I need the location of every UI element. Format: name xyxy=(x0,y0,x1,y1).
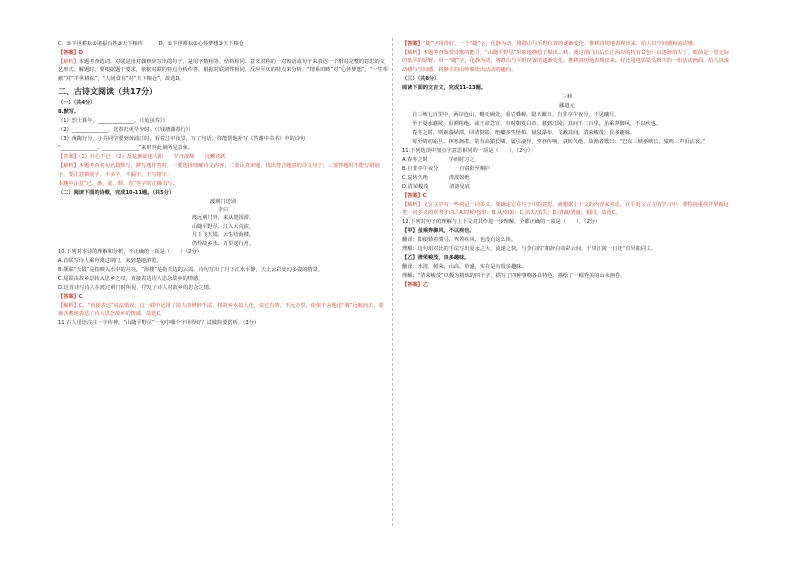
q12-stem: 11.下列选项中加点字意思相同的一项是（ ）。（2分） xyxy=(402,147,533,154)
q8-analysis: 【解析】本题考查名句名篇默写。默写题作答时，一要选择理解诗文内容；二要认真审题，找出符合题意的诗文句子；三要答题时不能写错别字，要注意错别字，不多字，不漏字，不写错字。 xyxy=(58,163,380,178)
q8-analysis-note: 本题中注意“已、渐、欲、颓、竞”等字的正确书写。 xyxy=(58,180,178,187)
q12-option-a: A.春冬之时 学而时习之 xyxy=(402,156,475,163)
prose-paragraph: 至于夏水襄陵，沿溯阻绝。或王命急宣，有时朝发白帝，暮到江陵，其间千二百里，虽乘奔御风，不以疾也。 xyxy=(412,120,662,127)
q13-jia-explanation: 理解：这句用对比的手法写出夏水之大，流速之快，与李白的“朝辞白帝彩云间，千里江陵一日还”有异曲同工。 xyxy=(402,246,657,253)
prose-paragraph: 每至晴初霜旦，林寒涧肃，常有高猿长啸，属引凄异，空谷传响，哀转久绝。故渔者歌曰：“巴东三峡巫峡长，猿鸣三声泪沾裳。” xyxy=(412,138,706,145)
q10-analysis: 【解析】C．“直接表达”说法错误。这一联中运用了拟人的修辞手法，将故乡水拟人化，说它有情，不远万里，依依不舍地送“我”远航而去，委婉含蓄地表达了诗人思念故乡的情感。故选C。 xyxy=(58,303,384,318)
poem-line: 月下飞天镜，云生结海楼。 xyxy=(191,232,255,239)
part-2-label: （二）阅读下面的诗歌，完成10-11题。（共5分） xyxy=(58,189,175,196)
q9-options: C．①半世耕耘②诸福百姓③天下粮库 D．①半世耕耘②心怀梦想③天下粮仓 xyxy=(58,41,244,47)
q9-analysis xyxy=(58,58,388,83)
q13-yi-translation: 翻译：水清，树荣，山高，草盛，实在是有很多趣味。 xyxy=(402,264,527,271)
q8-item-4: “______________，______________”来形容此刻所见景象。 xyxy=(58,145,194,152)
q8-answer: 【答案】（1）壮心不已 （2）乱花渐欲迷人眼 夕日欲颓 沉鳞竞跃 xyxy=(58,154,226,161)
part-1-label: （一）（共4分） xyxy=(58,100,96,107)
q13-stem: 12.下列对句子的理解与上下文对其作进一步理解，全都正确的一项是（ ）。（2分） xyxy=(402,219,601,226)
q9-analysis-text: 本题考查选词。对联是用对偶修辞写出的句子，是用字数相等、结构相同、意义对称的一对短语或句子来表达一个相对完整的意思的文艺形式。解题时，要根据题干要求，依据对联的特点分析作答。根据对联词性相同，反应平仄的特点来分析。“情系田畴”对“心怀梦想”，“一生奉献”对“半世耕耘”，“人间食有”对“天下粮仓”，故选D。 xyxy=(58,59,388,82)
q12-option-c: C.哀转久绝 清波如绝 xyxy=(402,174,470,181)
q10-option-a: A.首联写诗人乘舟渡过荆门，来到楚地游览。 xyxy=(58,258,162,265)
reading-intro: 阅读下面的文言文，完成11-13题。 xyxy=(402,84,487,91)
section-2-title: 二、古诗文阅读（共17分） xyxy=(58,87,158,97)
q12-option-d: D.清荣峻茂 清涟见底 xyxy=(402,183,470,190)
q10-option-c: C.尾联由故乡景转入思乡之叹，直接表达诗人思念故乡的情感。 xyxy=(58,276,204,283)
poem-title: 渡荆门送别 xyxy=(210,198,236,205)
part-3-label: （三）（共8分） xyxy=(402,75,440,82)
q10-answer: 【答案】C xyxy=(58,294,83,301)
right-column xyxy=(402,40,732,290)
q8-item-2: （2）______________，送春归更早少时。（《钱塘湖春行》） xyxy=(58,127,194,134)
q12-analysis: 【解析】文言文中有一些词是一词多义，要确定它在句子中的意思，就根据上下文的内容来考虑。在平时文言文的学习中，要特别重视并掌握这类一词多义的常考字词。A.时候/按时；B.从/如果；C.消失/消失；D.清澈/清澈。相同，故选C。 xyxy=(402,201,729,217)
q13-jia: 【甲】虽乘奔御风，不以疾也。 xyxy=(402,228,475,235)
q13-yi-explanation: 理解：“清荣峻茂”以极为精炼的四个字，描写了四种事物各具特色，描绘了一幅秀美的山水画卷。 xyxy=(402,273,626,280)
q10-option-d: D.这首诗写诗人在渡过荆门时所见，抒发了诗人对故乡的思念之情。 xyxy=(58,285,215,292)
q11-stem: 11.古人用语注注一字传神。“山随平野尽”一句中哪个字用得好？试做简要赏析。（3分） xyxy=(58,320,260,327)
q13-jia-translation: 翻译：即使骑着骏马，驾着疾风，也没有这么快。 xyxy=(402,237,517,244)
q10-stem: 10.下列对本诗的理解和分析，不正确的一项是（ ）（2分） xyxy=(58,249,202,256)
poem-line: 仍怜故乡水，万里送行舟。 xyxy=(191,240,255,247)
prose-author: 郦道元 xyxy=(559,102,575,109)
q11-answer xyxy=(402,40,732,48)
q10-option-b: B.颔联“天镜”是指映入水中的月亮，“海楼”是指天边的云霞。诗句写出了月下江水平静，天上云彩变幻多姿的情景。 xyxy=(58,267,323,274)
q12-option-b: B.自非亭午夜分 自富阳至桐庐 xyxy=(402,165,491,172)
prose-paragraph: 自三峡七百里中，两岸连山，略无阙处。重岩叠嶂，隐天蔽日，自非亭午夜分，不见曦月。 xyxy=(412,111,620,118)
q9-answer: 【答案】D xyxy=(58,50,84,56)
poem-line: 渡远荆门外，来从楚国游。 xyxy=(191,215,255,222)
poem-line: 山随平野尽，江入大荒流。 xyxy=(191,223,255,230)
left-column xyxy=(58,40,388,328)
prose-paragraph: 春冬之时，则素湍绿潭，回清倒影，绝巘多生怪柏，悬泉瀑布，飞漱其间，清荣峻茂，良多趣味。 xyxy=(412,129,636,136)
q11-analysis: 【解析】本题考查鉴赏诗歌的能力。“山随平野尽”形象地描绘了船出三峡、渡过荆门山后长江两岸的特有景色：山逐渐消失了，眼前是一望无际的低平的原野。用一“随”字，化静为动，将群山与平野位置的逐渐变化、推移真切地表现出来。好比用电影镜头摄下的一组活动画面，给人以流动感与空间感，将静止的山岭摹状出活动的趣向。 xyxy=(402,50,730,73)
prose-title: 三峡 xyxy=(561,93,573,100)
q8-label: 8.默写。 xyxy=(58,109,80,116)
q13-answer: 【答案】乙 xyxy=(402,282,428,289)
q8-item-3: （3）黄陶行分，小芬同学要到黄浦江时，看着江中夜景，写了句话，你能帮他补写《答谢中书书》中的诗句 xyxy=(58,136,306,143)
q13-yi: 【乙】清荣峻茂，良多趣味。 xyxy=(402,255,470,262)
answer-label: 【答案】 xyxy=(402,41,423,47)
q12-answer: 【答案】C xyxy=(402,192,427,199)
q8-item-1: （1）烈士暮年，______________。（《龟虽寿》） xyxy=(58,118,168,125)
analysis-label: 【解析】 xyxy=(58,59,79,65)
poem-author: 李白 xyxy=(217,207,229,214)
column-divider xyxy=(392,38,394,526)
q11-answer-text: “随”字用得好，一个“随”字，化静为动。将群山与平野位置的逐渐变化、推移真切地表现出来，给人以空间感和流动感。 xyxy=(422,41,699,47)
